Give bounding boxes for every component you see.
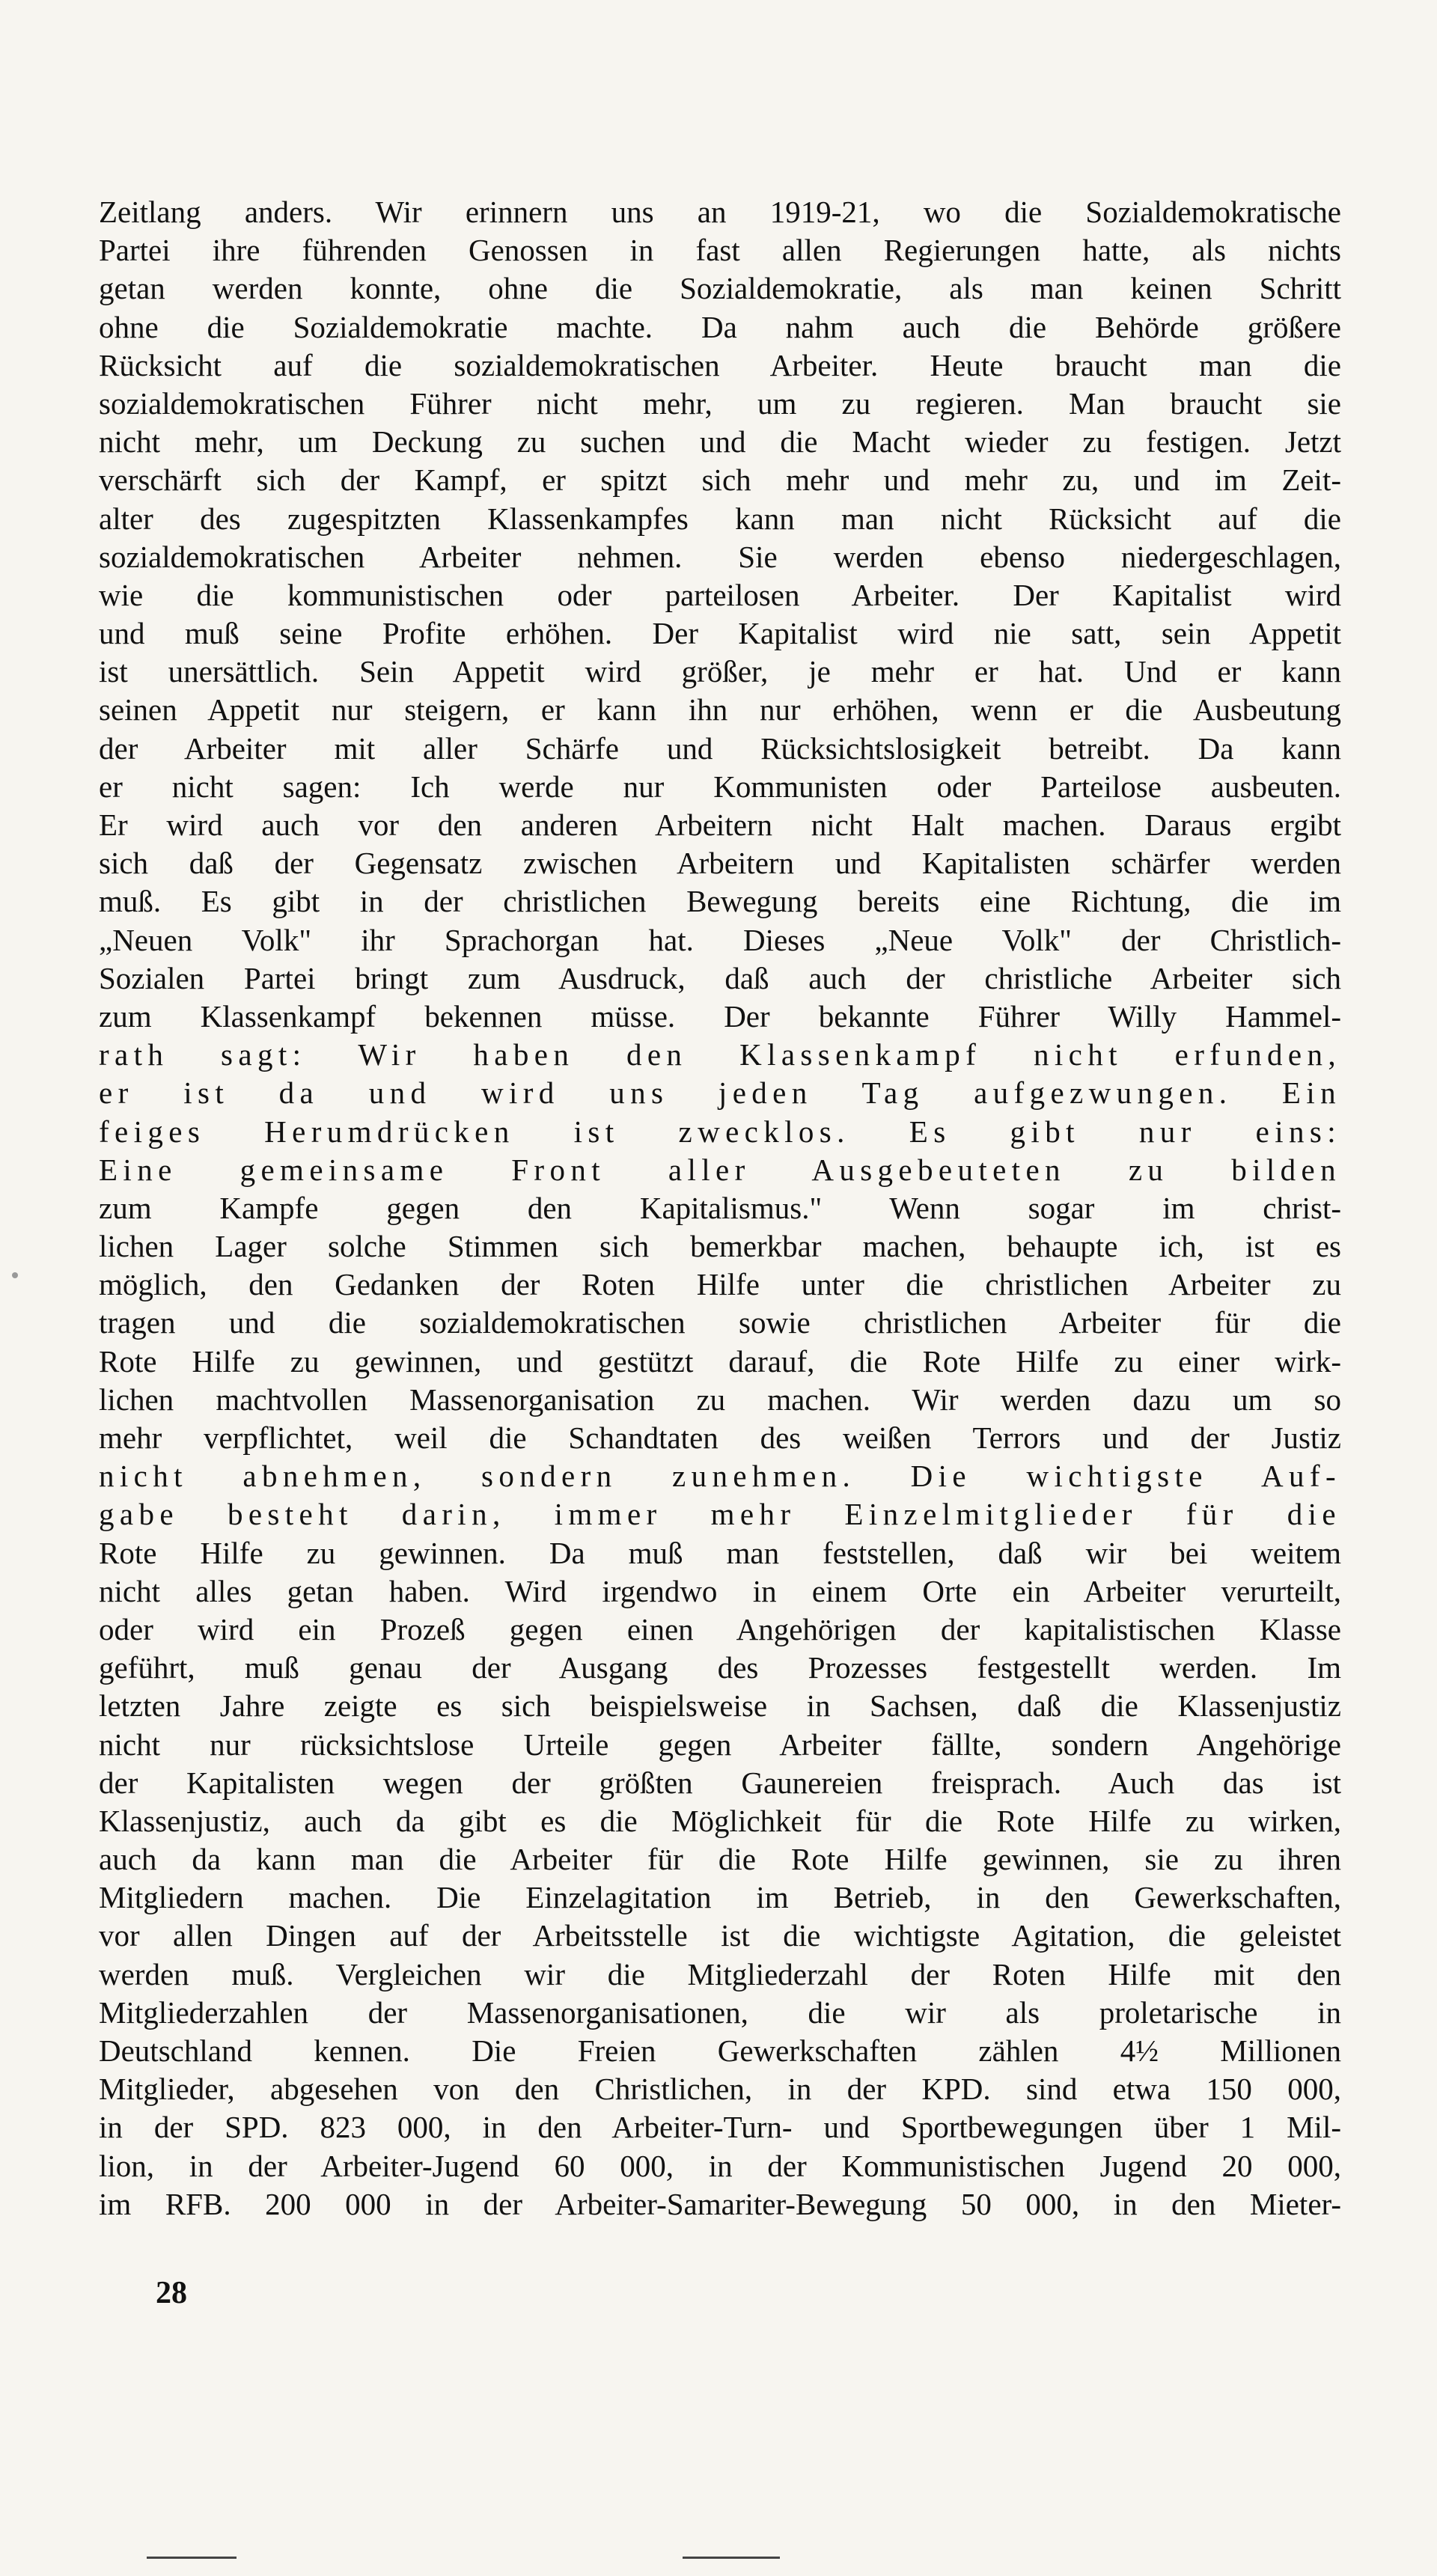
footer-rule-left (147, 2557, 237, 2559)
text-line: nicht alles getan haben. Wird irgendwo in einem Orte ein Arbeiter verurteilt, (99, 1573, 1341, 1608)
text-line: er nicht sagen: Ich werde nur Kommunisten oder Parteilose ausbeuten. (99, 769, 1341, 804)
text-line: Mitgliederzahlen der Massenorganisationen, die wir als proletarische in (99, 1994, 1341, 2030)
text-line: lichen Lager solche Stimmen sich bemerkbar machen, behaupte ich, ist es (99, 1229, 1341, 1264)
footer-rule-right (683, 2557, 780, 2559)
text-line: Klassenjustiz, auch da gibt es die Möglichkeit für die Rote Hilfe zu wirken, (99, 1803, 1341, 1838)
text-line: lion, in der Arbeiter-Jugend 60 000, in der Kommunistischen Jugend 20 000, (99, 2148, 1341, 2183)
text-line: Rote Hilfe zu gewinnen, und gestützt darauf, die Rote Hilfe zu einer wirk- (99, 1343, 1341, 1379)
text-line: getan werden konnte, ohne die Sozialdemokratie, als man keinen Schritt (99, 271, 1341, 306)
text-line: ohne die Sozialdemokratie machte. Da nahm auch die Behörde größere (99, 309, 1341, 344)
text-line: alter des zugespitzten Klassenkampfes kann man nicht Rücksicht auf die (99, 501, 1341, 536)
text-line: muß. Es gibt in der christlichen Bewegung bereits eine Richtung, die im (99, 884, 1341, 919)
text-line: und muß seine Profite erhöhen. Der Kapitalist wird nie satt, sein Appetit (99, 616, 1341, 651)
text-line: Mitgliedern machen. Die Einzelagitation im Betrieb, in den Gewerkschaften, (99, 1880, 1341, 1915)
text-line: zum Kampfe gegen den Kapitalismus." Wenn sogar im christ- (99, 1190, 1341, 1225)
text-line: sich daß der Gegensatz zwischen Arbeitern und Kapitalisten schärfer werden (99, 846, 1341, 881)
text-line: zum Klassenkampf bekennen müsse. Der bekannte Führer Willy Hammel- (99, 998, 1341, 1034)
text-line: verschärft sich der Kampf, er spitzt sich mehr und mehr zu, und im Zeit- (99, 463, 1341, 498)
page-number: 28 (156, 2276, 187, 2310)
quote-line: er ist da und wird uns jeden Tag aufgezwungen. Ein (99, 1075, 1341, 1111)
scan-speck (12, 1272, 18, 1278)
text-line: geführt, muß genau der Ausgang des Prozesses festgestellt werden. Im (99, 1650, 1341, 1685)
emphasis-line: nicht abnehmen, sondern zunehmen. Die wichtigste Auf- (99, 1459, 1341, 1494)
text-line: auch da kann man die Arbeiter für die Rote Hilfe gewinnen, sie zu ihren (99, 1842, 1341, 1877)
quote-line: Eine gemeinsame Front aller Ausgebeuteten zu bilden (99, 1152, 1341, 1187)
text-line: werden muß. Vergleichen wir die Mitgliederzahl der Roten Hilfe mit den (99, 1956, 1341, 1991)
text-line: tragen und die sozialdemokratischen sowie christlichen Arbeiter für die (99, 1305, 1341, 1340)
text-line: in der SPD. 823 000, in den Arbeiter-Turn- und Sportbewegungen über 1 Mil- (99, 2110, 1341, 2145)
quote-line: rath sagt: Wir haben den Klassenkampf nicht erfunden, (99, 1037, 1341, 1072)
text-line: „Neuen Volk" ihr Sprachorgan hat. Dieses „Neue Volk" der Christlich- (99, 922, 1341, 957)
text-line: sozialdemokratischen Führer nicht mehr, um zu regieren. Man braucht sie (99, 385, 1341, 421)
text-line: sozialdemokratischen Arbeiter nehmen. Sie werden ebenso niedergeschlagen, (99, 539, 1341, 574)
text-line: Deutschland kennen. Die Freien Gewerkschaften zählen 4½ Millionen (99, 2033, 1341, 2068)
body-text (99, 193, 1341, 2224)
text-line: oder wird ein Prozeß gegen einen Angehörigen der kapitalistischen Klasse (99, 1611, 1341, 1646)
text-line: letzten Jahre zeigte es sich beispielsweise in Sachsen, daß die Klassenjustiz (99, 1688, 1341, 1724)
emphasis-line: gabe besteht darin, immer mehr Einzelmitglieder für die (99, 1497, 1341, 1532)
text-line: Rote Hilfe zu gewinnen. Da muß man feststellen, daß wir bei weitem (99, 1535, 1341, 1570)
text-line: vor allen Dingen auf der Arbeitsstelle ist die wichtigste Agitation, die geleistet (99, 1918, 1341, 1953)
text-line: möglich, den Gedanken der Roten Hilfe unter die christlichen Arbeiter zu (99, 1267, 1341, 1302)
text-line: Partei ihre führenden Genossen in fast allen Regierungen hatte, als nichts (99, 233, 1341, 268)
text-line: seinen Appetit nur steigern, er kann ihn nur erhöhen, wenn er die Ausbeutung (99, 692, 1341, 727)
text-line: wie die kommunistischen oder parteilosen Arbeiter. Der Kapitalist wird (99, 577, 1341, 612)
text-line: Sozialen Partei bringt zum Ausdruck, daß auch der christliche Arbeiter sich (99, 960, 1341, 995)
text-line: nicht mehr, um Deckung zu suchen und die Macht wieder zu festigen. Jetzt (99, 424, 1341, 460)
text-line: im RFB. 200 000 in der Arbeiter-Samariter-Bewegung 50 000, in den Mieter- (99, 2186, 1341, 2221)
text-line: Rücksicht auf die sozialdemokratischen Arbeiter. Heute braucht man die (99, 347, 1341, 382)
text-line: der Arbeiter mit aller Schärfe und Rücksichtslosigkeit betreibt. Da kann (99, 730, 1341, 766)
text-line: Mitglieder, abgesehen von den Christlichen, in der KPD. sind etwa 150 000, (99, 2072, 1341, 2107)
text-line: Zeitlang anders. Wir erinnern uns an 1919-21, wo die Sozialdemokratische (99, 195, 1341, 229)
text-line: nicht nur rücksichtslose Urteile gegen Arbeiter fällte, sondern Angehörige (99, 1727, 1341, 1762)
text-line: Er wird auch vor den anderen Arbeitern nicht Halt machen. Daraus ergibt (99, 808, 1341, 842)
text-line: ist unersättlich. Sein Appetit wird größer, je mehr er hat. Und er kann (99, 654, 1341, 689)
text-line: lichen machtvollen Massenorganisation zu machen. Wir werden dazu um so (99, 1382, 1341, 1417)
quote-line: feiges Herumdrücken ist zwecklos. Es gibt nur eins: (99, 1114, 1341, 1149)
text-line: der Kapitalisten wegen der größten Gaunereien freisprach. Auch das ist (99, 1765, 1341, 1800)
text-line: mehr verpflichtet, weil die Schandtaten des weißen Terrors und der Justiz (99, 1420, 1341, 1455)
